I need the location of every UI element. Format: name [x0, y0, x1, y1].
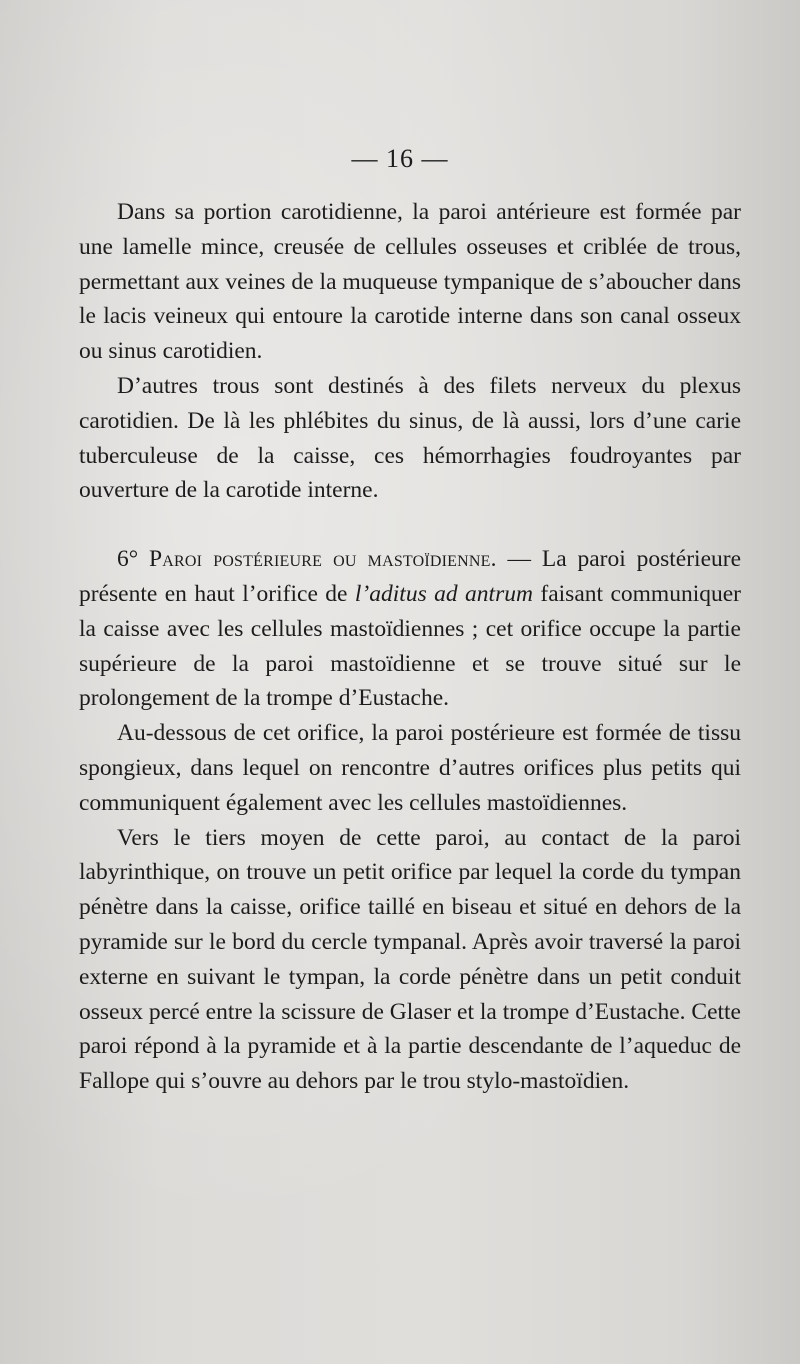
section-heading: Paroi postérieure ou mastoïdienne.	[149, 546, 497, 573]
paragraph-posterior-wall	[79, 542, 741, 716]
paragraph-text: — La paroi postérieure présente en haut l’orifice de	[79, 546, 742, 607]
paragraph-carotid-portion: Dans sa portion carotidienne, la paroi antérieure est formée par une lamelle mince, creusée de cellules osseuses et criblée de trous, permettant aux veines de la muqueuse tympanique de s’aboucher dans le lacis veineux qui entoure la carotide interne dans son canal osseux ou sinus carotidien.	[79, 199, 741, 365]
body-text	[79, 195, 741, 1099]
page-number: — 16 —	[351, 144, 449, 173]
paragraph-other-holes: D’autres trous sont destinés à des filets nerveux du plexus carotidien. De là les phlébites du sinus, de là aussi, lors d’une carie tuberculeuse de la caisse, ces hémorrhagies foudroyantes par ouverture de la carotide interne.	[79, 372, 741, 504]
italic-term: l’aditus ad antrum	[354, 580, 533, 607]
section-number: 6°	[117, 546, 139, 573]
paragraph-below-orifice: Au-dessous de cet orifice, la paroi postérieure est formée de tissu spongieux, dans lequel on rencontre d’autres orifices plus petits qui communiquent également avec les cellules mastoïdiennes.	[79, 720, 741, 816]
paragraph-middle-third: Vers le tiers moyen de cette paroi, au contact de la paroi labyrinthique, on trouve un petit orifice par lequel la corde du tympan pénètre dans la caisse, orifice taillé en biseau et situé en dehors de la pyramide sur le bord du cercle tympanal. Après avoir traversé la paroi externe en suivant le tympan, la corde pénètre dans un petit conduit osseux percé entre la scissure de Glaser et la trompe d’Eustache. Cette paroi répond à la pyramide et à la partie descendante de l’aqueduc de Fallope qui s’ouvre au dehors par le trou stylo-mastoïdien.	[79, 824, 741, 1095]
paragraph-text: faisant communiquer la caisse avec les cellules mastoïdiennes ; cet orifice occupe la partie supérieure de la paroi mastoïdienne et se trouve situé sur le prolongement de la trompe d’Eustache.	[79, 580, 741, 712]
